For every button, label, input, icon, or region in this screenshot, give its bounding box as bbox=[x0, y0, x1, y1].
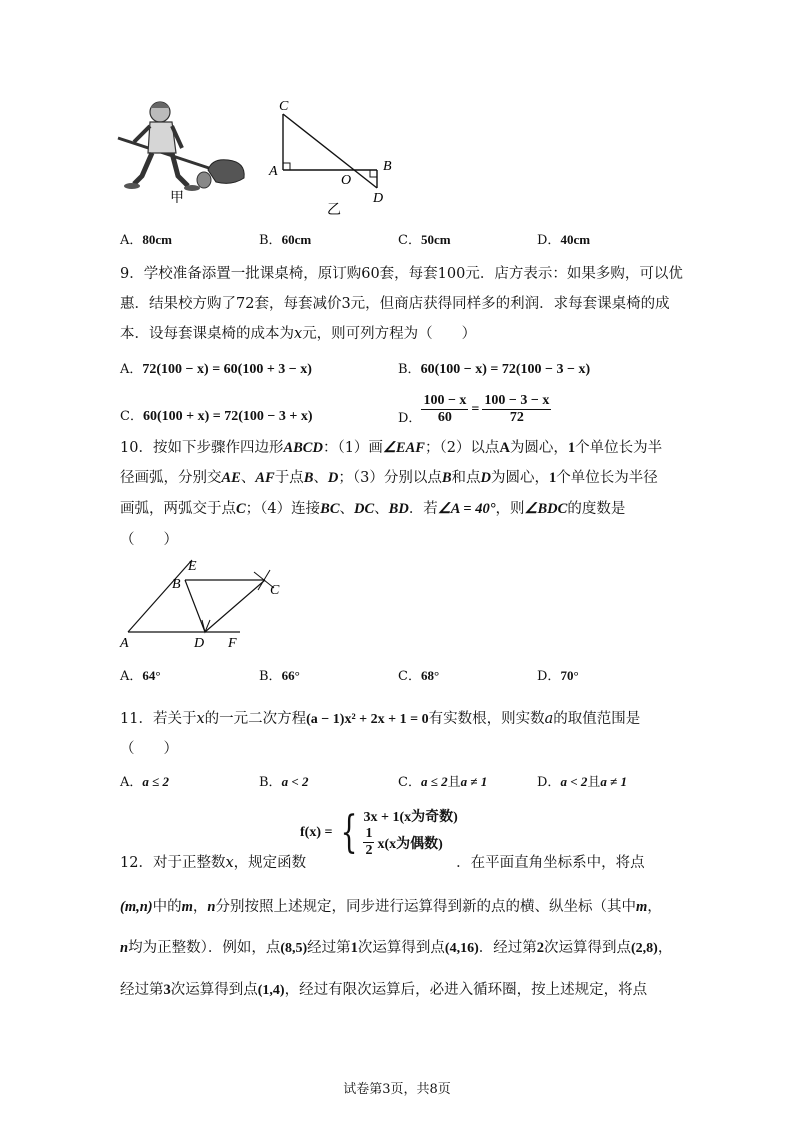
q11-paren: （ ） bbox=[120, 741, 178, 757]
label-D: D bbox=[194, 636, 205, 651]
q10-line1: 10．按如下步骤作四边形ABCD：（1）画∠EAF；（2）以点A为圆心，1个单位长为半 bbox=[120, 440, 663, 456]
q10-paren: （ ） bbox=[120, 532, 178, 548]
q10-line2: 径画弧，分别交AE、AF于点B、D；（3）分别以点B和点D为圆心，1个单位长为半径 bbox=[120, 470, 658, 486]
q10-line3: 画弧，两弧交于点C；（4）连接BC、DC、BD．若∠A = 40°，则∠BDC的度数是 bbox=[120, 501, 626, 517]
q11-option-b[interactable]: B．a < 2 bbox=[259, 774, 309, 790]
q12-line4: 经过第3次运算得到点(1,4)，经过有限次运算后，必进入循环圈，按上述规定，将点 bbox=[120, 982, 648, 998]
q9-line2: 惠．结果校方购了72套，每套减价3元，但商店获得同样多的利润．求每套课桌椅的成 bbox=[120, 296, 670, 312]
q8-option-c[interactable]: C．50cm bbox=[398, 232, 451, 248]
q12-line1: 12．对于正整数x，规定函数 ．在平面直角坐标系中，将点 bbox=[120, 855, 645, 871]
fig-caption-jia: 甲 bbox=[170, 190, 184, 203]
label-E: E bbox=[188, 559, 197, 574]
page-footer: 试卷第3页，共8页 bbox=[343, 1082, 451, 1097]
q12-line2: (m,n)中的m，n分别按照上述规定，同步进行运算得到新的点的横、纵坐标（其中m， bbox=[120, 899, 662, 915]
rock bbox=[208, 160, 244, 184]
label-O: O bbox=[341, 173, 352, 188]
label-B: B bbox=[172, 577, 181, 592]
label-A: A bbox=[269, 164, 278, 179]
fig-caption-yi: 乙 bbox=[327, 202, 341, 218]
q11-option-d[interactable]: D．a < 2且a ≠ 1 bbox=[537, 774, 628, 790]
q10-option-d[interactable]: D．70° bbox=[537, 668, 579, 684]
q9-option-c[interactable]: C．60(100 + x) = 72(100 − 3 + x) bbox=[120, 409, 313, 424]
label-D: D bbox=[373, 191, 384, 206]
q9-option-a[interactable]: A．72(100 − x) = 60(100 + 3 − x) bbox=[120, 362, 312, 377]
lever-illustration bbox=[112, 98, 252, 203]
q11-option-a[interactable]: A．a ≤ 2 bbox=[120, 774, 170, 790]
label-B: B bbox=[383, 159, 392, 174]
piecewise-function: f(x) = { 3x + 1(x为奇数) $\frac{1}{2}$ x(x为偶数) bbox=[300, 806, 458, 858]
q10-option-a[interactable]: A．64° bbox=[120, 668, 161, 684]
q12-line3: n均为正整数）．例如，点(8,5)经过第1次运算得到点(4,16)．经过第2次运算得到点(2,8)， bbox=[120, 940, 673, 956]
q9-line1: 9．学校准备添置一批课桌椅，原订购60套，每套100元．店方表示：如果多购，可以优 bbox=[120, 266, 683, 282]
q11-stem: 11．若关于x的一元二次方程(a − 1)x² + 2x + 1 = 0有实数根，则实数a的取值范围是 bbox=[120, 711, 641, 727]
label-A: A bbox=[120, 636, 129, 651]
label-F: F bbox=[228, 636, 237, 651]
q11-option-c[interactable]: C．a ≤ 2且a ≠ 1 bbox=[398, 774, 488, 790]
q10-option-c[interactable]: C．68° bbox=[398, 668, 440, 684]
q8-option-d[interactable]: D．40cm bbox=[537, 232, 591, 248]
parallelogram-figure bbox=[118, 556, 293, 652]
q10-option-b[interactable]: B．66° bbox=[259, 668, 300, 684]
q9-line3: 本．设每套课桌椅的成本为x元，则可列方程为（ ） bbox=[120, 326, 477, 342]
triangle-figure bbox=[265, 98, 405, 218]
label-C: C bbox=[270, 583, 280, 598]
q9-option-b[interactable]: B．60(100 − x) = 72(100 − 3 − x) bbox=[398, 362, 591, 377]
label-C: C bbox=[279, 99, 289, 114]
q8-option-a[interactable]: A．80cm bbox=[120, 232, 172, 248]
q8-option-b[interactable]: B．60cm bbox=[259, 232, 312, 248]
q9-option-d[interactable]: D． $\frac{100 - x}{60}$ = $\frac{100 - 3 - x}{72}$ bbox=[398, 393, 550, 426]
fulcrum-stone bbox=[197, 172, 211, 188]
